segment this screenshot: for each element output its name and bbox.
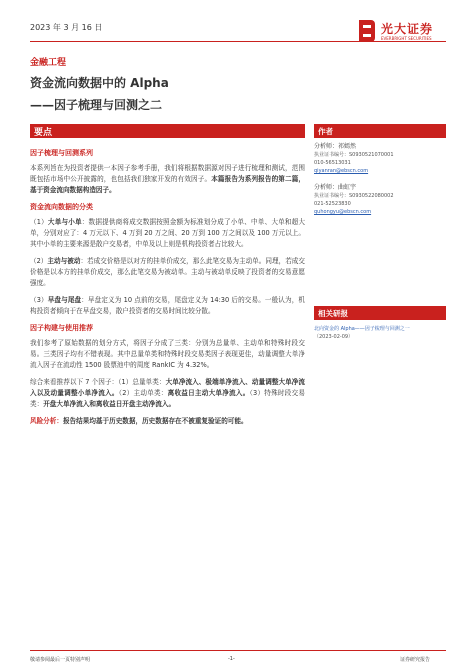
analyst-email-link[interactable]: quhongyu@ebscn.com bbox=[314, 209, 372, 215]
report-title: 资金流向数据中的 Alpha bbox=[30, 76, 169, 90]
related-report-link[interactable]: 北向资金的 Alpha——因子梳理与回测之一 bbox=[314, 326, 410, 332]
main-content bbox=[30, 148, 305, 433]
summary-label: 要点 bbox=[34, 128, 53, 138]
logo-text: 光大证券 bbox=[381, 22, 434, 36]
analyst-card bbox=[314, 142, 446, 175]
footer-disclaimer: 敬请参阅最后一页特别声明 bbox=[30, 657, 91, 663]
paragraph: （1）大单与小单：数据提供商将成交数据按照金额为标准划分成了小单、中单、大单和超大单，分别对应了：4 万元以下、4 万到 20 万之间、20 万到 100 万之间以及 100 万元以上。其中小单的主要来源是散户交易者，中单及以上则是机构投资者占比较大。 bbox=[30, 218, 306, 248]
report-date: 2023 年 3 月 16 日 bbox=[30, 23, 103, 32]
analyst-phone: 021-52523830 bbox=[314, 201, 351, 207]
section-heading: 因子梳理与回测系列 bbox=[30, 149, 93, 157]
summary-header bbox=[30, 124, 305, 138]
logo-subtext: EVERBRIGHT SECURITIES bbox=[381, 36, 432, 41]
section-heading: 因子构建与使用推荐 bbox=[30, 324, 93, 332]
analyst-name: 分析师：祁嫣然 bbox=[314, 143, 357, 150]
risk-analysis: 风险分析：报告结果均基于历史数据，历史数据存在不被重复验证的可能。 bbox=[30, 417, 248, 425]
section-heading: 资金流向数据的分类 bbox=[30, 203, 93, 211]
sidebar bbox=[314, 124, 446, 341]
footer-divider bbox=[30, 650, 446, 651]
report-subtitle: ——因子梳理与回测之二 bbox=[30, 98, 163, 112]
report-category: 金融工程 bbox=[30, 58, 67, 68]
paragraph: （3）早盘与尾盘：早盘定义为 10 点前的交易，尾盘定义为 14:30 后的交易。一般认为，机构投资者倾向于在早盘交易，散户投资者的交易时间比较分散。 bbox=[30, 296, 306, 315]
related-reports-header bbox=[314, 306, 446, 320]
analyst-card bbox=[314, 183, 446, 216]
header-divider bbox=[30, 41, 446, 42]
paragraph: 我们参考了原始数据的划分方式，将因子分成了三类：分别为总量单、主动单和特殊时段交易。三类因子均有不错表现。其中总量单类和特殊时段交易类因子表现更佳，动量调整大单净流入因子在流动性 1500 股票池中的周度 RankIC 为 4.32%。 bbox=[30, 339, 305, 369]
analyst-cert: 执业证书编号：S0930522080002 bbox=[314, 193, 394, 199]
authors-header bbox=[314, 124, 446, 138]
paragraph: 本系列旨在为投资者提供一本因子参考手册，我们将根据数据源对因子进行梳理和测试，范围既包括市场中公开披露的，也包括我们独家开发的有效因子。本篇报告为系列报告的第二篇，基于资金流向数据构造因子。 bbox=[30, 164, 306, 194]
authors-label: 作者 bbox=[318, 127, 333, 136]
related-report-date: （2023-02-09） bbox=[314, 334, 354, 340]
analyst-name: 分析师：曲虹宇 bbox=[314, 184, 357, 191]
page-number: -1- bbox=[228, 656, 235, 662]
analyst-phone: 010-56513031 bbox=[314, 160, 351, 166]
analyst-cert: 执业证书编号：S0930521070001 bbox=[314, 152, 394, 158]
related-label: 相关研报 bbox=[318, 309, 348, 318]
paragraph: （2）主动与被动：若成交价格是以对方的挂单价成交，那么此笔交易为主动单。同理，若成交价格是以本方的挂单价成交，那么此笔交易为被动单。主动与被动单反映了投资者的交易意愿强度。 bbox=[30, 257, 306, 287]
analyst-email-link[interactable]: qiyanran@ebscn.com bbox=[314, 168, 369, 174]
paragraph: 综合来看推荐以下 7 个因子：（1）总量单类：大单净流入、极端单净流入、动量调整大单净流入以及动量调整小单净流入。（2）主动单类：离收益日主动大单净流入。（3）特殊时段交易类：开盘大单净流入和离收益日开盘主动净流入。 bbox=[30, 378, 306, 408]
footer-report-type: 证券研究报告 bbox=[400, 657, 431, 663]
